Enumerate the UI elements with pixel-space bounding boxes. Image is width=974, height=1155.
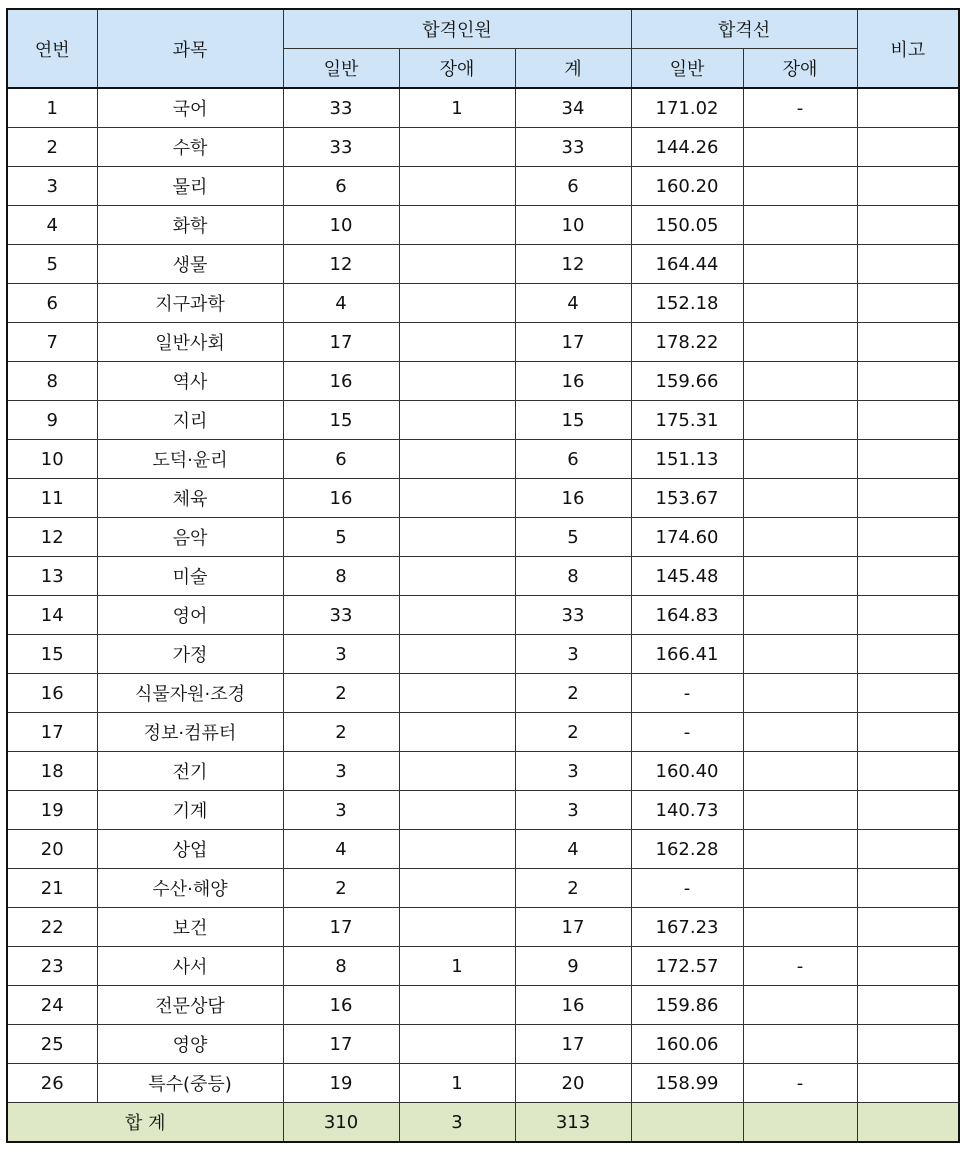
cell-cutoff-disabled: [743, 206, 857, 245]
cell-no: 13: [7, 557, 97, 596]
cell-subject: 식물자원·조경: [97, 674, 283, 713]
cell-cutoff-disabled: [743, 713, 857, 752]
total-note: [857, 1103, 959, 1143]
cell-passers-disabled: [399, 1025, 515, 1064]
header-cutoff-group: 합격선: [631, 9, 857, 49]
cell-passers-total: 34: [515, 88, 631, 128]
cell-cutoff-disabled: [743, 635, 857, 674]
cell-no: 19: [7, 791, 97, 830]
cell-passers-general: 17: [283, 908, 399, 947]
cell-cutoff-general: 167.23: [631, 908, 743, 947]
cell-no: 7: [7, 323, 97, 362]
total-label: 합 계: [7, 1103, 283, 1143]
cell-no: 9: [7, 401, 97, 440]
cell-subject: 음악: [97, 518, 283, 557]
cell-passers-general: 33: [283, 88, 399, 128]
cell-passers-disabled: [399, 245, 515, 284]
cell-passers-disabled: [399, 830, 515, 869]
cell-cutoff-general: 175.31: [631, 401, 743, 440]
cell-cutoff-disabled: [743, 245, 857, 284]
cell-passers-general: 16: [283, 479, 399, 518]
cell-subject: 미술: [97, 557, 283, 596]
cell-passers-total: 2: [515, 713, 631, 752]
cell-no: 22: [7, 908, 97, 947]
cell-subject: 전문상담: [97, 986, 283, 1025]
cell-no: 21: [7, 869, 97, 908]
cell-no: 14: [7, 596, 97, 635]
cell-note: [857, 947, 959, 986]
table-row: [7, 440, 959, 479]
total-disabled: 3: [399, 1103, 515, 1143]
table-row: [7, 245, 959, 284]
cell-subject: 전기: [97, 752, 283, 791]
cell-passers-total: 5: [515, 518, 631, 557]
table-row: [7, 362, 959, 401]
table-row: [7, 323, 959, 362]
cell-subject: 수학: [97, 128, 283, 167]
cell-passers-total: 16: [515, 362, 631, 401]
cell-cutoff-general: 164.83: [631, 596, 743, 635]
cell-passers-disabled: [399, 518, 515, 557]
cell-note: [857, 401, 959, 440]
cell-note: [857, 518, 959, 557]
cell-passers-total: 16: [515, 479, 631, 518]
table-row: [7, 908, 959, 947]
table-row: [7, 1025, 959, 1064]
table-row: [7, 206, 959, 245]
cell-cutoff-general: -: [631, 713, 743, 752]
total-general: 310: [283, 1103, 399, 1143]
cell-note: [857, 284, 959, 323]
table-row: [7, 167, 959, 206]
cell-passers-total: 17: [515, 908, 631, 947]
cell-passers-general: 2: [283, 674, 399, 713]
cell-note: [857, 245, 959, 284]
cell-passers-disabled: [399, 167, 515, 206]
cell-passers-total: 20: [515, 1064, 631, 1103]
cell-no: 5: [7, 245, 97, 284]
cell-passers-disabled: [399, 323, 515, 362]
cell-passers-disabled: [399, 440, 515, 479]
cell-passers-disabled: [399, 908, 515, 947]
table-row: [7, 557, 959, 596]
cell-no: 8: [7, 362, 97, 401]
cell-cutoff-disabled: -: [743, 1064, 857, 1103]
cell-subject: 지리: [97, 401, 283, 440]
cell-cutoff-general: 151.13: [631, 440, 743, 479]
cell-passers-disabled: [399, 635, 515, 674]
cell-passers-total: 15: [515, 401, 631, 440]
table-row: [7, 635, 959, 674]
cell-note: [857, 323, 959, 362]
cell-passers-general: 33: [283, 596, 399, 635]
cell-subject: 국어: [97, 88, 283, 128]
cell-cutoff-general: 153.67: [631, 479, 743, 518]
cell-cutoff-general: -: [631, 869, 743, 908]
cell-cutoff-disabled: [743, 362, 857, 401]
cell-passers-disabled: [399, 362, 515, 401]
cell-cutoff-general: 160.20: [631, 167, 743, 206]
cell-subject: 정보·컴퓨터: [97, 713, 283, 752]
cell-passers-disabled: [399, 401, 515, 440]
header-cutoff-disabled: 장애: [743, 49, 857, 89]
cell-passers-general: 16: [283, 986, 399, 1025]
cell-no: 18: [7, 752, 97, 791]
cell-no: 6: [7, 284, 97, 323]
cell-passers-total: 33: [515, 128, 631, 167]
cell-subject: 특수(중등): [97, 1064, 283, 1103]
cell-passers-total: 9: [515, 947, 631, 986]
cell-cutoff-disabled: [743, 323, 857, 362]
table-row: [7, 986, 959, 1025]
cell-note: [857, 908, 959, 947]
cell-note: [857, 1025, 959, 1064]
cell-passers-total: 6: [515, 440, 631, 479]
cell-passers-total: 16: [515, 986, 631, 1025]
cell-passers-general: 6: [283, 167, 399, 206]
table-row: [7, 674, 959, 713]
cell-subject: 상업: [97, 830, 283, 869]
header-cutoff-general: 일반: [631, 49, 743, 89]
cell-cutoff-general: 140.73: [631, 791, 743, 830]
cell-note: [857, 830, 959, 869]
cell-no: 16: [7, 674, 97, 713]
cell-subject: 물리: [97, 167, 283, 206]
cell-passers-disabled: 1: [399, 947, 515, 986]
cell-passers-general: 12: [283, 245, 399, 284]
cell-subject: 사서: [97, 947, 283, 986]
cell-subject: 지구과학: [97, 284, 283, 323]
table-header: [7, 9, 959, 88]
table-row: [7, 947, 959, 986]
cell-subject: 일반사회: [97, 323, 283, 362]
cell-note: [857, 596, 959, 635]
cell-note: [857, 128, 959, 167]
cell-cutoff-general: 158.99: [631, 1064, 743, 1103]
table-row: [7, 401, 959, 440]
cell-passers-disabled: [399, 713, 515, 752]
cell-cutoff-disabled: [743, 1025, 857, 1064]
cell-note: [857, 206, 959, 245]
cell-cutoff-general: 160.40: [631, 752, 743, 791]
cell-subject: 생물: [97, 245, 283, 284]
cell-cutoff-disabled: [743, 752, 857, 791]
cell-subject: 기계: [97, 791, 283, 830]
cell-subject: 역사: [97, 362, 283, 401]
cell-note: [857, 791, 959, 830]
cell-cutoff-disabled: [743, 986, 857, 1025]
cell-cutoff-general: 171.02: [631, 88, 743, 128]
table-row: [7, 791, 959, 830]
table-row: [7, 88, 959, 128]
cell-cutoff-disabled: [743, 908, 857, 947]
cell-note: [857, 869, 959, 908]
cell-cutoff-general: 144.26: [631, 128, 743, 167]
cell-cutoff-general: 160.06: [631, 1025, 743, 1064]
cell-cutoff-general: 164.44: [631, 245, 743, 284]
cell-passers-general: 5: [283, 518, 399, 557]
cell-note: [857, 1064, 959, 1103]
cell-passers-disabled: [399, 128, 515, 167]
cell-note: [857, 674, 959, 713]
cell-subject: 화학: [97, 206, 283, 245]
cell-cutoff-disabled: [743, 674, 857, 713]
cell-cutoff-general: 159.66: [631, 362, 743, 401]
header-subject: 과목: [97, 9, 283, 88]
header-no: 연번: [7, 9, 97, 88]
cell-passers-total: 3: [515, 752, 631, 791]
header-note: 비고: [857, 9, 959, 88]
cell-cutoff-disabled: -: [743, 947, 857, 986]
cell-passers-general: 3: [283, 791, 399, 830]
cell-passers-general: 4: [283, 830, 399, 869]
cell-passers-total: 17: [515, 1025, 631, 1064]
cell-passers-general: 19: [283, 1064, 399, 1103]
cell-passers-general: 16: [283, 362, 399, 401]
cell-passers-total: 33: [515, 596, 631, 635]
table-row: [7, 596, 959, 635]
cell-passers-total: 4: [515, 830, 631, 869]
cell-note: [857, 635, 959, 674]
cell-note: [857, 713, 959, 752]
cell-no: 11: [7, 479, 97, 518]
cell-passers-disabled: [399, 479, 515, 518]
cell-passers-general: 8: [283, 947, 399, 986]
cell-no: 12: [7, 518, 97, 557]
cell-no: 3: [7, 167, 97, 206]
cell-subject: 영양: [97, 1025, 283, 1064]
table-row: [7, 869, 959, 908]
cell-passers-general: 15: [283, 401, 399, 440]
cell-note: [857, 557, 959, 596]
results-table: [6, 8, 960, 1143]
cell-passers-general: 17: [283, 1025, 399, 1064]
table-row: [7, 284, 959, 323]
cell-passers-disabled: 1: [399, 88, 515, 128]
cell-cutoff-disabled: [743, 284, 857, 323]
cell-passers-total: 3: [515, 635, 631, 674]
cell-passers-general: 6: [283, 440, 399, 479]
cell-cutoff-general: 162.28: [631, 830, 743, 869]
cell-note: [857, 479, 959, 518]
table-row: [7, 128, 959, 167]
cell-no: 20: [7, 830, 97, 869]
cell-passers-general: 3: [283, 635, 399, 674]
cell-passers-general: 33: [283, 128, 399, 167]
cell-subject: 가정: [97, 635, 283, 674]
cell-cutoff-disabled: [743, 869, 857, 908]
cell-cutoff-general: -: [631, 674, 743, 713]
cell-cutoff-general: 172.57: [631, 947, 743, 986]
cell-cutoff-general: 174.60: [631, 518, 743, 557]
cell-no: 23: [7, 947, 97, 986]
cell-passers-general: 3: [283, 752, 399, 791]
table-row: [7, 518, 959, 557]
cell-passers-general: 4: [283, 284, 399, 323]
cell-passers-disabled: [399, 869, 515, 908]
cell-no: 15: [7, 635, 97, 674]
cell-note: [857, 362, 959, 401]
cell-subject: 체육: [97, 479, 283, 518]
cell-passers-general: 17: [283, 323, 399, 362]
total-cut-general: [631, 1103, 743, 1143]
table-row: [7, 830, 959, 869]
cell-no: 17: [7, 713, 97, 752]
total-cut-disabled: [743, 1103, 857, 1143]
cell-subject: 도덕·윤리: [97, 440, 283, 479]
cell-passers-disabled: [399, 596, 515, 635]
cell-no: 26: [7, 1064, 97, 1103]
cell-note: [857, 752, 959, 791]
cell-cutoff-general: 159.86: [631, 986, 743, 1025]
cell-passers-general: 2: [283, 869, 399, 908]
cell-passers-total: 2: [515, 869, 631, 908]
cell-note: [857, 440, 959, 479]
cell-passers-disabled: [399, 674, 515, 713]
cell-passers-total: 4: [515, 284, 631, 323]
cell-no: 24: [7, 986, 97, 1025]
cell-subject: 수산·해양: [97, 869, 283, 908]
cell-subject: 보건: [97, 908, 283, 947]
cell-cutoff-disabled: [743, 401, 857, 440]
cell-cutoff-disabled: [743, 830, 857, 869]
total-row: [7, 1103, 959, 1143]
cell-cutoff-general: 152.18: [631, 284, 743, 323]
cell-note: [857, 986, 959, 1025]
cell-cutoff-disabled: [743, 128, 857, 167]
cell-no: 10: [7, 440, 97, 479]
cell-note: [857, 88, 959, 128]
cell-no: 25: [7, 1025, 97, 1064]
cell-passers-total: 6: [515, 167, 631, 206]
cell-passers-total: 12: [515, 245, 631, 284]
cell-no: 2: [7, 128, 97, 167]
cell-cutoff-general: 145.48: [631, 557, 743, 596]
cell-note: [857, 167, 959, 206]
header-passers-general: 일반: [283, 49, 399, 89]
cell-passers-disabled: [399, 206, 515, 245]
table-row: [7, 479, 959, 518]
cell-cutoff-disabled: [743, 167, 857, 206]
table-row: [7, 1064, 959, 1103]
cell-cutoff-disabled: -: [743, 88, 857, 128]
cell-cutoff-disabled: [743, 518, 857, 557]
table-body: [7, 88, 959, 1103]
cell-passers-total: 2: [515, 674, 631, 713]
cell-passers-general: 8: [283, 557, 399, 596]
table-row: [7, 713, 959, 752]
cell-passers-total: 3: [515, 791, 631, 830]
cell-passers-total: 10: [515, 206, 631, 245]
cell-no: 4: [7, 206, 97, 245]
cell-passers-general: 10: [283, 206, 399, 245]
header-passers-group: 합격인원: [283, 9, 631, 49]
cell-subject: 영어: [97, 596, 283, 635]
cell-cutoff-disabled: [743, 596, 857, 635]
cell-no: 1: [7, 88, 97, 128]
cell-cutoff-general: 150.05: [631, 206, 743, 245]
cell-passers-disabled: 1: [399, 1064, 515, 1103]
cell-cutoff-general: 178.22: [631, 323, 743, 362]
cell-passers-total: 8: [515, 557, 631, 596]
header-passers-total: 계: [515, 49, 631, 89]
total-total: 313: [515, 1103, 631, 1143]
table-row: [7, 752, 959, 791]
header-passers-disabled: 장애: [399, 49, 515, 89]
cell-cutoff-general: 166.41: [631, 635, 743, 674]
cell-cutoff-disabled: [743, 440, 857, 479]
cell-passers-disabled: [399, 284, 515, 323]
cell-passers-disabled: [399, 752, 515, 791]
cell-passers-total: 17: [515, 323, 631, 362]
cell-cutoff-disabled: [743, 791, 857, 830]
cell-passers-disabled: [399, 791, 515, 830]
cell-passers-disabled: [399, 557, 515, 596]
cell-cutoff-disabled: [743, 479, 857, 518]
cell-cutoff-disabled: [743, 557, 857, 596]
cell-passers-disabled: [399, 986, 515, 1025]
cell-passers-general: 2: [283, 713, 399, 752]
